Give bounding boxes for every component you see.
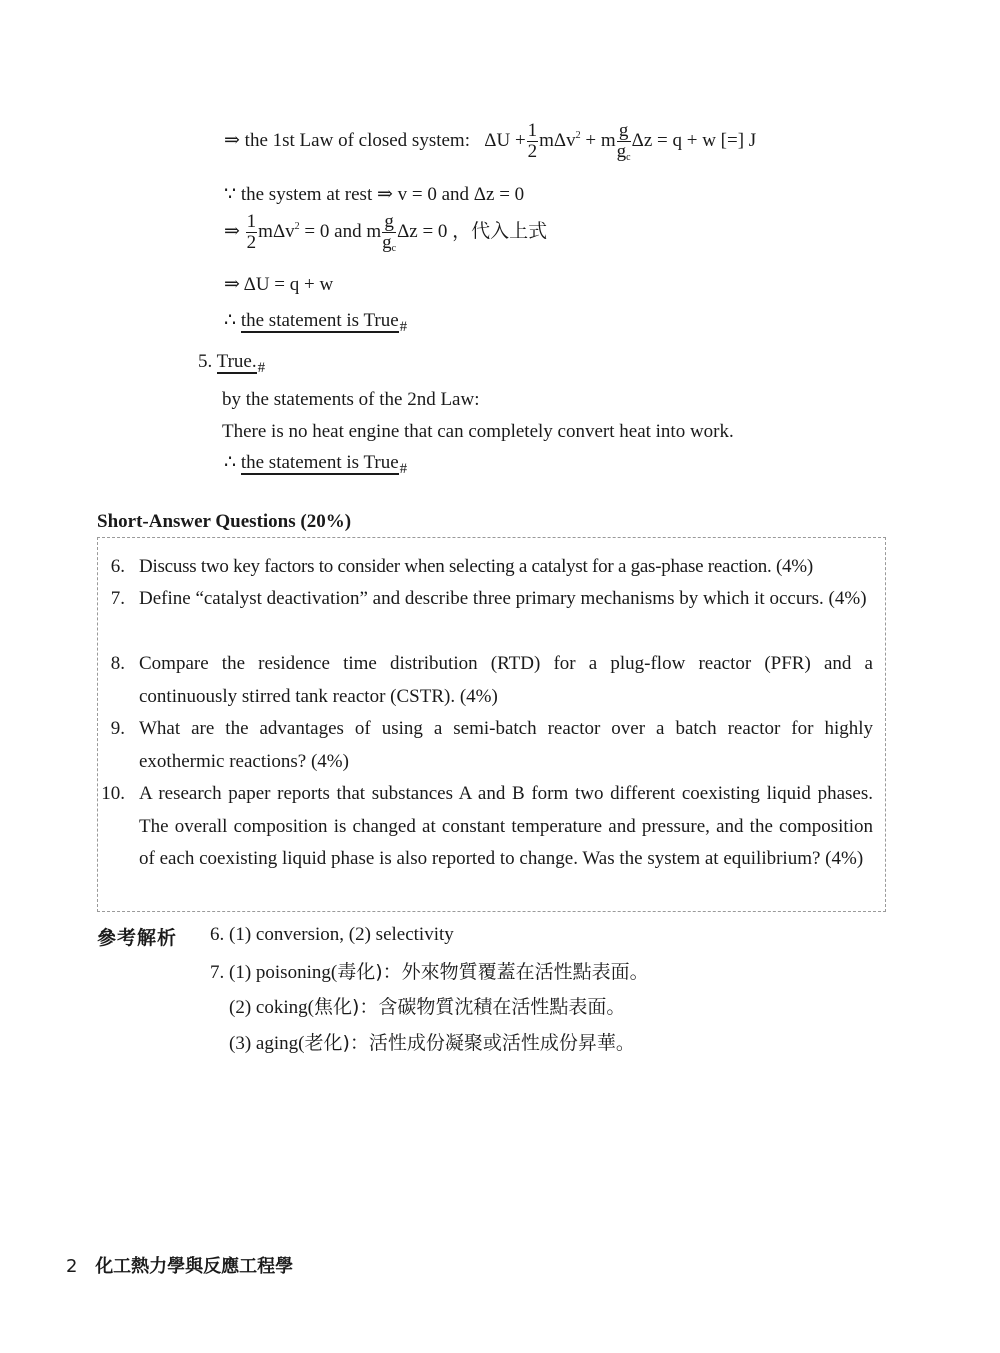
answer-6: 6. (1) conversion, (2) selectivity bbox=[210, 924, 454, 945]
section-heading: Short-Answer Questions (20%) bbox=[97, 511, 352, 532]
equation-term: = 0 and m bbox=[299, 220, 382, 242]
system-at-rest-line: ∵ the system at rest ⇒ v = 0 and Δz = 0 bbox=[224, 184, 525, 205]
therefore-symbol: ∴ bbox=[224, 452, 237, 473]
question-text: A research paper reports that substances A and B form two different coexisting liquid phases. The overall composition is changed at constant temperature and pressure, and the composition of each coexisting liquid phase is also reported to change. Was the system at equilibrium? (4%) bbox=[139, 783, 873, 869]
superscript: 2 bbox=[294, 220, 300, 232]
item-number: 5. bbox=[198, 351, 213, 372]
equation-term: mΔv bbox=[258, 220, 295, 242]
question-text: Compare the residence time distribution (RTD) for a plug-flow reactor (PFR) and a continuously stirred tank reactor (CSTR). (4%) bbox=[139, 653, 873, 707]
solution-5-answer bbox=[198, 350, 265, 375]
equation-term: Δz = q + w [=] J bbox=[631, 129, 757, 151]
denominator-base: g bbox=[616, 141, 627, 162]
reference-label: 參考解析 bbox=[97, 927, 178, 949]
conclusion-4 bbox=[224, 309, 407, 334]
implies-symbol: ⇒ bbox=[224, 220, 240, 242]
delta-u-equation: ⇒ ΔU = q + w bbox=[224, 274, 334, 295]
fraction-one-half bbox=[246, 212, 258, 253]
fraction-g-over-gc bbox=[617, 121, 631, 162]
question-text: What are the advantages of using a semi-batch reactor over a batch reactor for highly exothermic reactions? (4%) bbox=[139, 718, 873, 772]
question-6 bbox=[98, 551, 873, 584]
superscript: 2 bbox=[575, 129, 581, 141]
fraction-numerator: g bbox=[617, 121, 631, 142]
equation-label: ⇒ the 1st Law of closed system: bbox=[224, 129, 470, 151]
second-law-statement: There is no heat engine that can completely convert heat into work. bbox=[222, 421, 734, 442]
question-number: 9. bbox=[110, 718, 125, 739]
question-number: 7. bbox=[110, 588, 125, 609]
fraction-denominator bbox=[617, 142, 631, 162]
fraction-numerator: g bbox=[382, 212, 396, 233]
end-mark: # bbox=[257, 360, 266, 376]
conclusion-text: the statement is True bbox=[240, 452, 399, 473]
questions-box bbox=[97, 537, 886, 912]
answer-description: )：含碳物質沈積在活性點表面。 bbox=[351, 996, 626, 1018]
equation-term: + m bbox=[580, 129, 616, 151]
question-10 bbox=[98, 778, 873, 876]
denominator-base: g bbox=[382, 232, 392, 253]
fraction-g-over-gc bbox=[382, 212, 396, 253]
fraction-denominator bbox=[382, 233, 396, 253]
fraction-numerator: 1 bbox=[527, 120, 538, 141]
answer-term: 7. (1) poisoning( bbox=[210, 962, 338, 983]
book-title: 化工熱力學與反應工程學 bbox=[95, 1256, 294, 1277]
therefore-symbol: ∴ bbox=[224, 310, 237, 331]
fraction-denominator: 2 bbox=[527, 141, 538, 162]
answer-term-zh: 焦化 bbox=[313, 996, 352, 1018]
conclusion-5 bbox=[224, 451, 407, 476]
end-mark: # bbox=[399, 319, 408, 335]
kinetic-potential-zero-line bbox=[224, 212, 547, 253]
answer-text: True. bbox=[216, 351, 257, 372]
answer-term-zh: 毒化 bbox=[337, 961, 376, 983]
page-number: 2 bbox=[66, 1256, 78, 1277]
end-mark: # bbox=[399, 461, 408, 477]
answer-term: (2) coking( bbox=[229, 997, 314, 1018]
first-law-equation bbox=[224, 121, 756, 162]
fraction-denominator: 2 bbox=[246, 232, 257, 253]
question-9 bbox=[98, 713, 873, 778]
question-7 bbox=[98, 583, 873, 616]
answer-7-2 bbox=[229, 995, 625, 1020]
answer-description: )：活性成份凝聚或活性成份昇華。 bbox=[342, 1032, 635, 1054]
subscript: c bbox=[626, 152, 631, 163]
question-text: Define “catalyst deactivation” and describe three primary mechanisms by which it occurs. (4%) bbox=[139, 588, 867, 609]
page-footer bbox=[66, 1255, 293, 1279]
answer-7-1 bbox=[210, 960, 649, 985]
answer-description: )：外來物質覆蓋在活性點表面。 bbox=[375, 961, 649, 983]
question-number: 6. bbox=[110, 556, 125, 577]
answer-7-3 bbox=[229, 1031, 635, 1056]
question-number: 10. bbox=[101, 783, 125, 804]
fraction-one-half bbox=[527, 121, 539, 162]
equation-term: ΔU + bbox=[484, 129, 526, 151]
second-law-intro: by the statements of the 2nd Law: bbox=[222, 389, 480, 410]
subscript: c bbox=[391, 243, 397, 254]
question-8 bbox=[98, 648, 873, 713]
question-text: Discuss two key factors to consider when selecting a catalyst for a gas-phase reaction. (4%) bbox=[139, 556, 813, 577]
answer-term-zh: 老化 bbox=[304, 1032, 343, 1054]
answer-term: (3) aging( bbox=[229, 1033, 305, 1054]
equation-term: Δz = 0 ，代入上式 bbox=[397, 220, 548, 242]
question-number: 8. bbox=[110, 653, 125, 674]
conclusion-text: the statement is True bbox=[240, 310, 399, 331]
fraction-numerator: 1 bbox=[246, 211, 257, 232]
equation-term: mΔv bbox=[539, 129, 576, 151]
